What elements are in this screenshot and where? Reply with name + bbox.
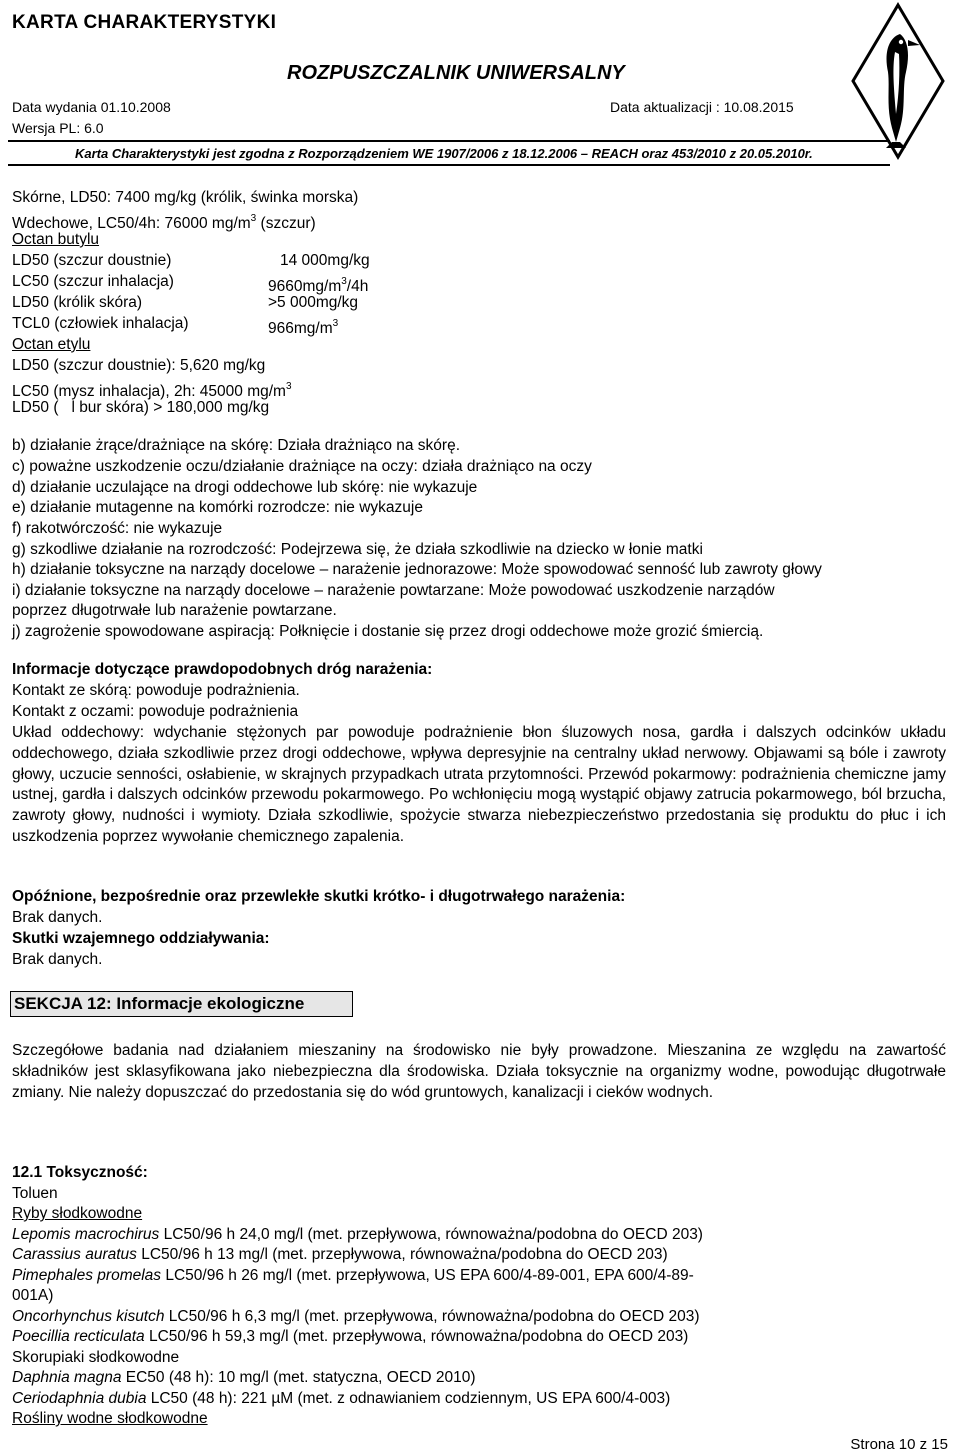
effect-e: e) działanie mutagenne na komórki rozrodcze: nie wykazuje	[12, 499, 423, 516]
butyl-value: $966mg/m^3$	[268, 318, 339, 337]
company-logo	[850, 2, 946, 160]
crustacean-entry: Ceriodaphnia dubia LC50 (48 h): 221 µM (met. z odnawianiem codziennym, US EPA 600/4-003)	[12, 1390, 671, 1407]
page-number: Strona 10 z 15	[850, 1436, 948, 1453]
ethyl-acetate-heading: Octan etylu	[12, 336, 91, 353]
header-rule-bottom	[8, 164, 890, 166]
ethyl-ld50-skin: LD50 ( l bur skóra) > 180,000 mg/kg	[12, 399, 270, 416]
header-rule-top	[8, 140, 890, 142]
effect-h: h) działanie toksyczne na narządy docelowe – narażenie jednorazowe: Może spowodować senność lub zawroty głowy	[12, 561, 822, 578]
crustacean-entry: Daphnia magna EC50 (48 h): 10 mg/l (met. statyczna, OECD 2010)	[12, 1369, 476, 1386]
butyl-row: TCL0 (człowiek inhalacja)	[12, 315, 189, 332]
section-12-title: SEKCJA 12: Informacje ekologiczne	[10, 991, 353, 1017]
butyl-row: LD50 (królik skóra)	[12, 294, 143, 311]
compliance-note: Karta Charakterystyki jest zgodna z Rozporządzeniem WE 1907/2006 z 18.12.2006 – REACH oraz 453/2010 z 20.05.2010r.	[75, 146, 813, 161]
tox-inhalation-lc50: Wdechowe, LC50/4h: 76000 $mg/m^3$ (szczur)	[12, 213, 316, 232]
butyl-row: LC50 (szczur inhalacja)	[12, 273, 174, 290]
effect-c: c) poważne uszkodzenie oczu/działanie drażniące na oczy: działa drażniąco na oczy	[12, 458, 592, 475]
toxicity-heading: 12.1 Toksyczność:	[12, 1164, 148, 1181]
product-name: ROZPUSZCZALNIK UNIWERSALNY	[287, 62, 625, 84]
effect-j: j) zagrożenie spowodowane aspiracją: Połknięcie i dostanie się przez drogi oddechowe może grozić śmiercią.	[12, 623, 764, 640]
effect-g: g) szkodliwe działanie na rozrodczość: Podejrzewa się, że działa szkodliwie na dziecko w łonie matki	[12, 541, 703, 558]
fish-entry: Oncorhynchus kisutch LC50/96 h 6,3 mg/l (met. przepływowa, równoważna/podobna do OECD 203)	[12, 1308, 700, 1325]
ethyl-lc50-inhalation: LC50 (mysz inhalacja), 2h: 45000 $mg/m^3$	[12, 381, 292, 400]
fish-entry: Lepomis macrochirus LC50/96 h 24,0 mg/l (met. przepływowa, równoważna/podobna do OECD 203)	[12, 1226, 703, 1243]
fish-heading: Ryby słodkowodne	[12, 1205, 143, 1222]
delayed-value: Brak danych.	[12, 909, 103, 926]
update-date: Data aktualizacji : 10.08.2015	[610, 99, 794, 115]
interaction-heading: Skutki wzajemnego oddziaływania:	[12, 930, 270, 947]
fish-entry: Pimephales promelas LC50/96 h 26 mg/l (met. przepływowa, US EPA 600/4-89-001, EPA 600/4-89-	[12, 1267, 694, 1284]
butyl-acetate-heading: Octan butylu	[12, 231, 100, 248]
exposure-heading: Informacje dotyczące prawdopodobnych dróg narażenia:	[12, 661, 433, 678]
issue-date: Data wydania 01.10.2008	[12, 99, 171, 115]
section-12-paragraph: Szczegółowe badania nad działaniem mieszaniny na środowisko nie były prowadzone. Mieszanina ze względu na zawartość składników jest sklasyfikowana jako niebezpieczna dla środowiska. Działa toksycznie na organizmy wodne, powodując długotrwałe zmiany. Nie należy dopuszczać do przedostania się do wód gruntowych, kanalizacji i cieków wodnych.	[12, 1042, 946, 1101]
substance-name: Toluen	[12, 1185, 58, 1202]
exposure-skin: Kontakt ze skórą: powoduje podrażnienia.	[12, 682, 300, 699]
plants-heading: Rośliny wodne słodkowodne	[12, 1410, 208, 1427]
effect-b: b) działanie żrące/drażniące na skórę: Działa drażniąco na skórę.	[12, 437, 461, 454]
document-title: KARTA CHARAKTERYSTYKI	[12, 12, 277, 33]
fish-entry: Carassius auratus LC50/96 h 13 mg/l (met. przepływowa, równoważna/podobna do OECD 203)	[12, 1246, 668, 1263]
butyl-value: >5 000mg/kg	[268, 294, 359, 311]
tox-skin-ld50: Skórne, LD50: 7400 mg/kg (królik, świnka morska)	[12, 189, 359, 206]
exposure-paragraph: Układ oddechowy: wdychanie stężonych par powoduje podrażnienie błon śluzowych nosa, gardła i dalszych odcinków układu oddechowego, działa szkodliwie przez drogi oddechowe, wpływa depresyjnie na centralny układ nerwowy. Objawami są bóle i zawroty głowy, uczucie senności, osłabienie, w skrajnych przypadkach utrata przytomności. Przewód pokarmowy: podrażnienia chemiczne jamy ustnej, gardła i dalszych odcinków przewodu pokarmowego. Po wchłonięciu mogą wystąpić objawy zatrucia pokarmowego, ból brzucha, zawroty głowy, nudności i wymioty. Działa szkodliwie, spożycie stwarza niebezpieczeństwo przedostania się produktu do płuc i ich uszkodzenia poprzez wywołanie chemicznego zapalenia.	[12, 724, 946, 845]
ethyl-ld50-oral: LD50 (szczur doustnie): 5,620 mg/kg	[12, 357, 266, 374]
effect-i-cont: poprzez długotrwałe lub narażenie powtarzane.	[12, 602, 337, 619]
effect-i: i) działanie toksyczne na narządy docelowe – narażenie powtarzane: Może powodować uszkodzenie narządów	[12, 582, 775, 599]
delayed-heading: Opóźnione, bezpośrednie oraz przewlekłe skutki krótko- i długotrwałego narażenia:	[12, 888, 626, 905]
butyl-value: $9660mg/m^3/4h$	[268, 276, 369, 295]
fish-entry: Poecillia recticulata LC50/96 h 59,3 mg/l (met. przepływowa, równoważna/podobna do OECD 203)	[12, 1328, 689, 1345]
butyl-row: LD50 (szczur doustnie)	[12, 252, 172, 269]
effect-d: d) działanie uczulające na drogi oddechowe lub skórę: nie wykazuje	[12, 479, 478, 496]
effect-f: f) rakotwórczość: nie wykazuje	[12, 520, 223, 537]
fish-entry-cont: 001A)	[12, 1287, 54, 1304]
crustacean-heading: Skorupiaki słodkowodne	[12, 1349, 180, 1366]
version: Wersja PL: 6.0	[12, 120, 104, 136]
exposure-eyes: Kontakt z oczami: powoduje podrażnienia	[12, 703, 299, 720]
butyl-value: 14 000mg/kg	[280, 252, 370, 269]
interaction-value: Brak danych.	[12, 951, 103, 968]
